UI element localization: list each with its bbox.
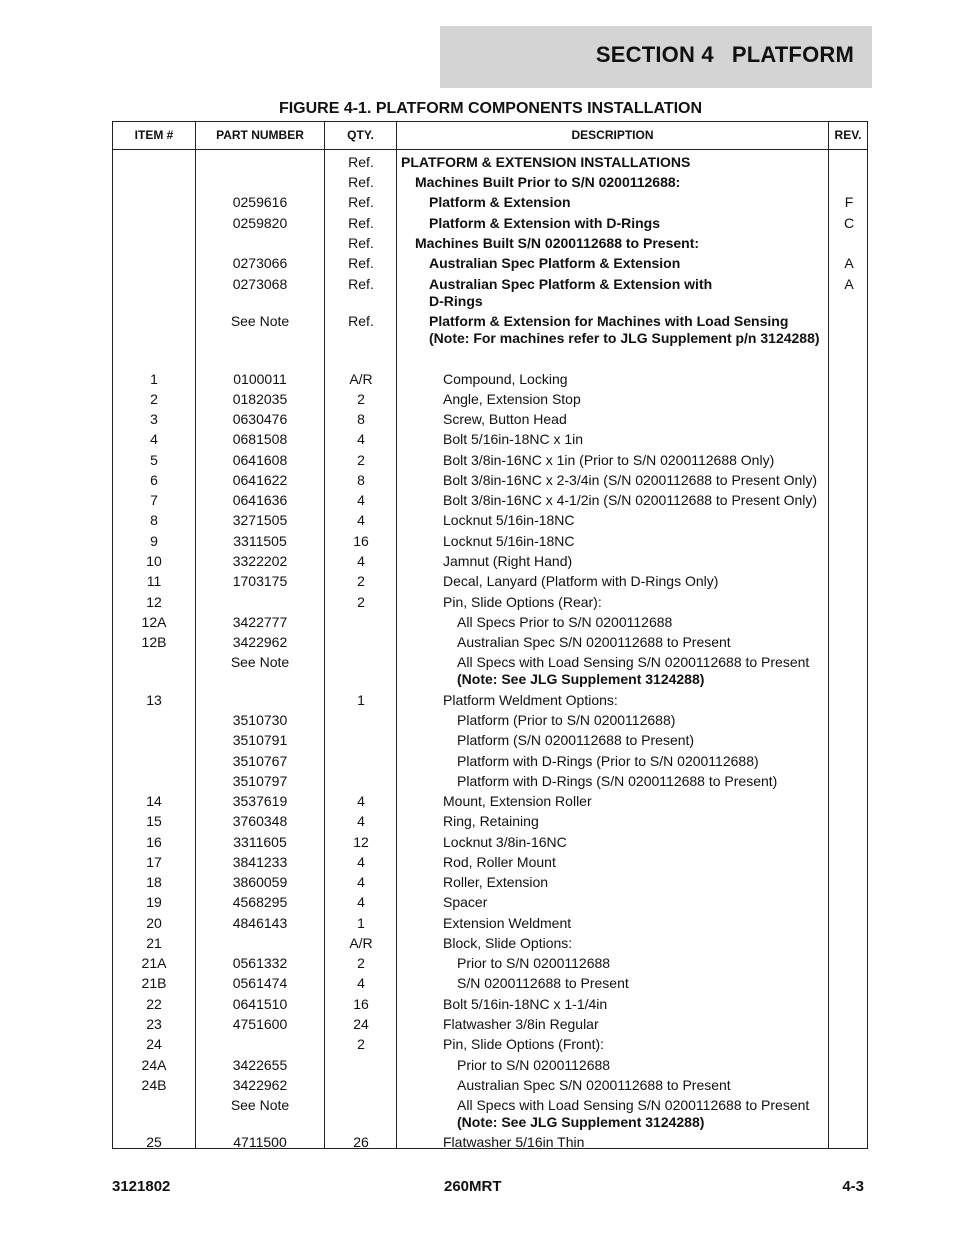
- qty-cell: 2: [357, 573, 365, 589]
- item-cell: 15: [146, 813, 162, 829]
- qty-cell: Ref.: [348, 313, 374, 329]
- qty-cell: Ref.: [348, 255, 374, 271]
- qty-cell: Ref.: [348, 154, 374, 170]
- parts-table: [112, 121, 868, 1149]
- description-cell: [397, 996, 873, 1013]
- description-cell: [397, 834, 873, 851]
- description-cell: [397, 194, 859, 211]
- description-cell: [397, 1097, 887, 1131]
- qty-cell: 16: [353, 533, 369, 549]
- column-header-rev: REV.: [834, 128, 862, 142]
- item-cell: 12A: [141, 614, 167, 630]
- description-text: All Specs with Load Sensing S/N 0200112688 to Present: [457, 654, 810, 670]
- description-text: Platform Weldment Options:: [443, 692, 618, 708]
- item-cell: 24A: [141, 1057, 167, 1073]
- description-text: Roller, Extension: [443, 874, 549, 890]
- part-number-cell: 3841233: [232, 854, 288, 870]
- part-number-cell: 3860059: [232, 874, 288, 890]
- description-cell: [397, 573, 873, 590]
- qty-cell: 16: [353, 996, 369, 1012]
- item-cell: 16: [146, 834, 162, 850]
- description-text: All Specs with Load Sensing S/N 0200112688 to Present: [457, 1097, 810, 1113]
- qty-cell: 2: [357, 452, 365, 468]
- item-cell: 20: [146, 915, 162, 931]
- description-cell: [397, 492, 873, 509]
- qty-cell: Ref.: [348, 194, 374, 210]
- description-cell: [397, 732, 887, 749]
- item-cell: 9: [150, 533, 158, 549]
- description-text: PLATFORM & EXTENSION INSTALLATIONS: [401, 154, 691, 170]
- section-name: PLATFORM: [731, 42, 854, 67]
- description-cell: [397, 1036, 873, 1053]
- item-cell: 2: [150, 391, 158, 407]
- part-number-cell: 3510767: [232, 753, 288, 769]
- header-divider: [113, 149, 867, 150]
- item-cell: 24B: [141, 1077, 167, 1093]
- qty-cell: Ref.: [348, 235, 374, 251]
- description-cell: [397, 235, 845, 252]
- part-number-cell: 3311605: [233, 834, 287, 850]
- description-cell: [397, 854, 873, 871]
- item-cell: 12: [146, 594, 162, 610]
- part-number-cell: 3510791: [232, 732, 288, 748]
- qty-cell: 12: [353, 834, 369, 850]
- description-text: Platform & Extension with D-Rings: [429, 215, 661, 231]
- part-number-cell: 3422655: [232, 1057, 288, 1073]
- part-number-cell: 0681508: [232, 431, 288, 447]
- description-cell: [397, 654, 887, 688]
- description-note: D-Rings: [429, 293, 483, 309]
- part-number-cell: 0561332: [232, 955, 288, 971]
- part-number-cell: 4846143: [232, 915, 288, 931]
- qty-cell: 2: [357, 594, 365, 610]
- item-cell: 11: [146, 573, 162, 589]
- description-text: Platform with D-Rings (S/N 0200112688 to Present): [457, 773, 778, 789]
- part-number-cell: 1703175: [232, 573, 288, 589]
- description-cell: [397, 712, 887, 729]
- description-cell: [397, 753, 887, 770]
- item-cell: 21: [146, 935, 162, 951]
- section-header-box: [440, 26, 872, 88]
- description-cell: [397, 472, 873, 489]
- qty-cell: 24: [353, 1016, 369, 1032]
- description-text: Pin, Slide Options (Front):: [443, 1036, 605, 1052]
- item-cell: 19: [146, 894, 162, 910]
- description-cell: [397, 1134, 873, 1151]
- rev-cell: A: [844, 255, 854, 271]
- footer-model: 260MRT: [444, 1178, 502, 1195]
- column-header-part-number: PART NUMBER: [216, 128, 304, 142]
- description-cell: [397, 452, 873, 469]
- description-text: Australian Spec Platform & Extension: [429, 255, 681, 271]
- qty-cell: 4: [357, 894, 365, 910]
- description-cell: [397, 313, 859, 347]
- description-cell: [397, 634, 887, 651]
- description-text: Angle, Extension Stop: [443, 391, 581, 407]
- item-cell: 5: [150, 452, 158, 468]
- qty-cell: 4: [357, 553, 365, 569]
- part-number-cell: 0259616: [232, 194, 288, 210]
- section-label: SECTION 4: [595, 42, 714, 67]
- description-cell: [397, 276, 859, 310]
- column-header-item: ITEM #: [134, 128, 174, 142]
- part-number-cell: 0641636: [232, 492, 288, 508]
- rev-cell: C: [843, 215, 855, 231]
- figure-title: FIGURE 4-1. PLATFORM COMPONENTS INSTALLATION: [278, 100, 703, 117]
- part-number-cell: 4568295: [232, 894, 288, 910]
- part-number-cell: 3760348: [232, 813, 288, 829]
- part-number-cell: See Note: [230, 654, 290, 670]
- part-number-cell: 3422962: [232, 1077, 288, 1093]
- description-text: Pin, Slide Options (Rear):: [443, 594, 602, 610]
- section-title: [596, 42, 854, 68]
- item-cell: 14: [146, 793, 162, 809]
- qty-cell: Ref.: [348, 276, 374, 292]
- qty-cell: 26: [353, 1134, 369, 1150]
- description-cell: [397, 793, 873, 810]
- description-cell: [397, 614, 887, 631]
- description-text: Machines Built Prior to S/N 0200112688:: [415, 174, 681, 190]
- item-cell: 6: [150, 472, 158, 488]
- description-cell: [397, 813, 873, 830]
- item-cell: 17: [146, 854, 162, 870]
- description-text: Australian Spec S/N 0200112688 to Present: [457, 1077, 731, 1093]
- description-text: Rod, Roller Mount: [443, 854, 556, 870]
- part-number-cell: See Note: [230, 313, 290, 329]
- description-text: Bolt 5/16in-18NC x 1-1/4in: [443, 996, 608, 1012]
- description-text: Flatwasher 5/16in Thin: [443, 1134, 585, 1150]
- part-number-cell: 0641622: [232, 472, 288, 488]
- description-cell: [397, 692, 873, 709]
- description-cell: [397, 553, 873, 570]
- description-cell: [397, 773, 887, 790]
- description-text: Ring, Retaining: [443, 813, 539, 829]
- description-text: Locknut 5/16in-18NC: [443, 533, 575, 549]
- description-text: Platform & Extension for Machines with Load Sensing: [429, 313, 789, 329]
- description-text: Mount, Extension Roller: [443, 793, 592, 809]
- description-cell: [397, 975, 887, 992]
- item-cell: 21A: [141, 955, 167, 971]
- part-number-cell: 3311505: [233, 533, 287, 549]
- description-text: Screw, Button Head: [443, 411, 567, 427]
- description-text: Prior to S/N 0200112688: [457, 955, 611, 971]
- qty-cell: 4: [357, 813, 365, 829]
- item-cell: 13: [146, 692, 162, 708]
- item-cell: 10: [146, 553, 162, 569]
- description-text: Platform (S/N 0200112688 to Present): [457, 732, 695, 748]
- description-cell: [397, 215, 859, 232]
- qty-cell: 4: [357, 431, 365, 447]
- description-cell: [397, 391, 873, 408]
- item-cell: 7: [150, 492, 158, 508]
- description-text: Locknut 5/16in-18NC: [443, 512, 575, 528]
- description-cell: [397, 1057, 887, 1074]
- qty-cell: 2: [357, 955, 365, 971]
- qty-cell: 4: [357, 854, 365, 870]
- part-number-cell: 3510730: [232, 712, 288, 728]
- description-cell: [397, 1016, 873, 1033]
- description-cell: [397, 1077, 887, 1094]
- qty-cell: 2: [357, 391, 365, 407]
- description-text: Platform & Extension: [429, 194, 571, 210]
- description-text: Flatwasher 3/8in Regular: [443, 1016, 599, 1032]
- item-cell: 1: [150, 371, 158, 387]
- qty-cell: 4: [357, 492, 365, 508]
- description-text: Platform (Prior to S/N 0200112688): [457, 712, 676, 728]
- description-text: Locknut 3/8in-16NC: [443, 834, 567, 850]
- part-number-cell: 0641608: [232, 452, 288, 468]
- description-cell: [397, 512, 873, 529]
- description-note: (Note: See JLG Supplement 3124288): [457, 1114, 705, 1130]
- item-cell: 22: [146, 996, 162, 1012]
- qty-cell: 4: [357, 874, 365, 890]
- part-number-cell: 0182035: [232, 391, 288, 407]
- part-number-cell: 3422777: [232, 614, 288, 630]
- rev-cell: F: [844, 194, 854, 210]
- part-number-cell: 4751600: [232, 1016, 288, 1032]
- description-text: Bolt 3/8in-16NC x 4-1/2in (S/N 0200112688 to Present Only): [443, 492, 818, 508]
- item-cell: 4: [150, 431, 158, 447]
- qty-cell: 4: [357, 975, 365, 991]
- description-cell: [397, 411, 873, 428]
- description-note: (Note: See JLG Supplement 3124288): [457, 671, 705, 687]
- description-cell: [397, 894, 873, 911]
- item-cell: 23: [146, 1016, 162, 1032]
- column-header-qty: QTY.: [347, 128, 374, 142]
- description-text: Machines Built S/N 0200112688 to Present:: [415, 235, 700, 251]
- description-text: Spacer: [443, 894, 488, 910]
- description-cell: [397, 431, 873, 448]
- description-cell: [397, 594, 873, 611]
- description-text: S/N 0200112688 to Present: [457, 975, 629, 991]
- qty-cell: A/R: [349, 935, 373, 951]
- description-cell: [397, 533, 873, 550]
- description-cell: [397, 955, 887, 972]
- description-cell: [397, 935, 873, 952]
- qty-cell: 8: [357, 472, 365, 488]
- description-text: Block, Slide Options:: [443, 935, 573, 951]
- item-cell: 21B: [141, 975, 167, 991]
- description-cell: [397, 371, 873, 388]
- description-text: Prior to S/N 0200112688: [457, 1057, 611, 1073]
- qty-cell: Ref.: [348, 215, 374, 231]
- qty-cell: 4: [357, 793, 365, 809]
- part-number-cell: 0100011: [233, 371, 287, 387]
- description-cell: [397, 915, 873, 932]
- qty-cell: 1: [357, 692, 365, 708]
- description-text: Bolt 3/8in-16NC x 2-3/4in (S/N 0200112688 to Present Only): [443, 472, 818, 488]
- rev-cell: A: [844, 276, 854, 292]
- description-text: Bolt 5/16in-18NC x 1in: [443, 431, 584, 447]
- description-text: Australian Spec Platform & Extension with: [429, 276, 713, 292]
- part-number-cell: 3422962: [232, 634, 288, 650]
- item-cell: 3: [150, 411, 158, 427]
- description-cell: [397, 874, 873, 891]
- footer-page-number: 4-3: [842, 1178, 864, 1195]
- part-number-cell: 0273068: [232, 276, 288, 292]
- item-cell: 25: [146, 1134, 162, 1150]
- description-text: All Specs Prior to S/N 0200112688: [457, 614, 673, 630]
- part-number-cell: See Note: [230, 1097, 290, 1113]
- qty-cell: Ref.: [348, 174, 374, 190]
- description-text: Jamnut (Right Hand): [443, 553, 573, 569]
- item-cell: 12B: [141, 634, 167, 650]
- description-cell: [397, 154, 831, 171]
- part-number-cell: 0630476: [232, 411, 288, 427]
- part-number-cell: 0259820: [232, 215, 288, 231]
- part-number-cell: 0641510: [232, 996, 288, 1012]
- description-cell: [397, 255, 859, 272]
- part-number-cell: 4711500: [233, 1134, 287, 1150]
- description-cell: [397, 174, 845, 191]
- description-text: Bolt 3/8in-16NC x 1in (Prior to S/N 0200112688 Only): [443, 452, 775, 468]
- description-text: Decal, Lanyard (Platform with D-Rings Only): [443, 573, 719, 589]
- qty-cell: 1: [357, 915, 365, 931]
- qty-cell: 4: [357, 512, 365, 528]
- part-number-cell: 0561474: [232, 975, 288, 991]
- qty-cell: A/R: [349, 371, 373, 387]
- item-cell: 24: [146, 1036, 162, 1052]
- part-number-cell: 3322202: [232, 553, 288, 569]
- part-number-cell: 3510797: [232, 773, 288, 789]
- description-text: Australian Spec S/N 0200112688 to Present: [457, 634, 731, 650]
- item-cell: 8: [150, 512, 158, 528]
- footer-doc-number: 3121802: [112, 1178, 171, 1195]
- part-number-cell: 3271505: [232, 512, 288, 528]
- description-text: Extension Weldment: [443, 915, 572, 931]
- description-note: (Note: For machines refer to JLG Supplement p/n 3124288): [429, 330, 820, 346]
- part-number-cell: 0273066: [232, 255, 288, 271]
- item-cell: 18: [146, 874, 162, 890]
- column-header-description: DESCRIPTION: [571, 128, 654, 142]
- description-text: Compound, Locking: [443, 371, 568, 387]
- qty-cell: 2: [357, 1036, 365, 1052]
- description-text: Platform with D-Rings (Prior to S/N 0200112688): [457, 753, 759, 769]
- part-number-cell: 3537619: [232, 793, 288, 809]
- qty-cell: 8: [357, 411, 365, 427]
